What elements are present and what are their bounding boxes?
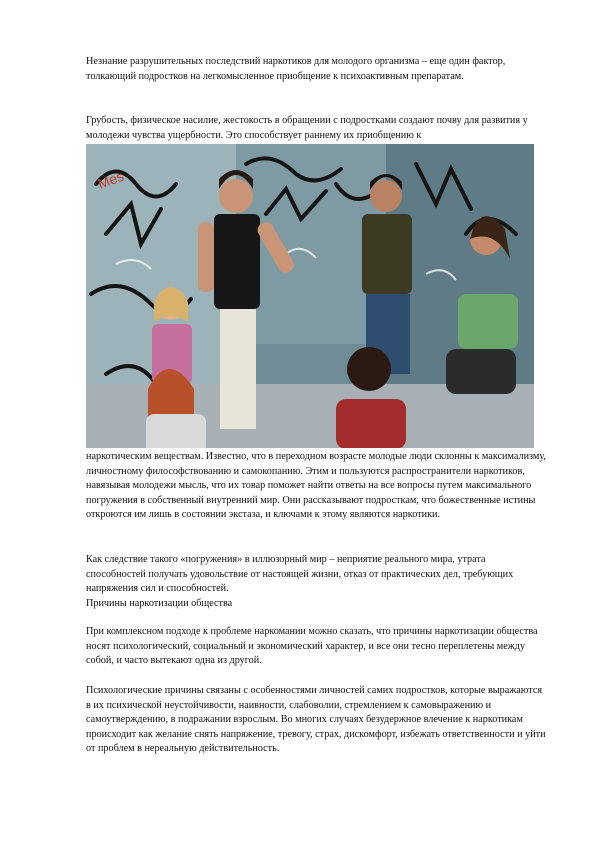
paragraph-1: Незнание разрушительных последствий наркотиков для молодого организма – еще один фактор, толкающий подростков на легкомысленное приобщение к психоактивным препаратам. [86,56,506,82]
paragraph-5: При комплексном подходе к проблеме наркомании можно сказать, что причины наркотизации общества носят психологический, социальный и экономический характер, и все они тесно переплетены между собой, и часто вытекают одна из другой. [86,626,538,667]
paragraph-4: Как следствие такого «погружения» в иллюзорный мир – неприятие реального мира, утрата способностей получать удовольствие от настоящей жизни, отказ от практических дел, требующих напряжения сил и способностей. [86,554,514,595]
teenagers-photo [86,144,534,448]
paragraph-3: наркотическим веществам. Известно, что в переходном возрасте молодые люди склонны к максимализму, личностному философствованию и самокопанию. Этим и пользуются распространители наркотиков, навязывая молодежи мысль, что их товар поможет найти ответы на все вопросы путем максимального погружения в собственный внутренний мир. Они рассказывают подросткам, что божественные истины откроются им лишь в состоянии экстаза, и ключами к этому являются наркотики. [86,451,546,521]
paragraph-6: Психологические причины связаны с особенностями личностей самих подростков, которые выражаются в их психической неустойчивости, наивности, слабоволии, стремлением к самовыражению и самоутверждению, в подражании взрослым. Во многих случаях безудержное влечение к наркотикам происходит как желание снять напряжение, тревогу, страх, дискомфорт, избежать ответственности и уйти от проблем в нереальную действительность. [86,685,546,755]
paragraph-2: Грубость, физическое насилие, жестокость в обращении с подростками создают почву для развития у молодежи чувства ущербности. Это способствует раннему их приобщению к [86,115,528,141]
section-heading: Причины наркотизации общества [86,598,233,609]
svg-text:Mes: Mes [95,167,126,192]
